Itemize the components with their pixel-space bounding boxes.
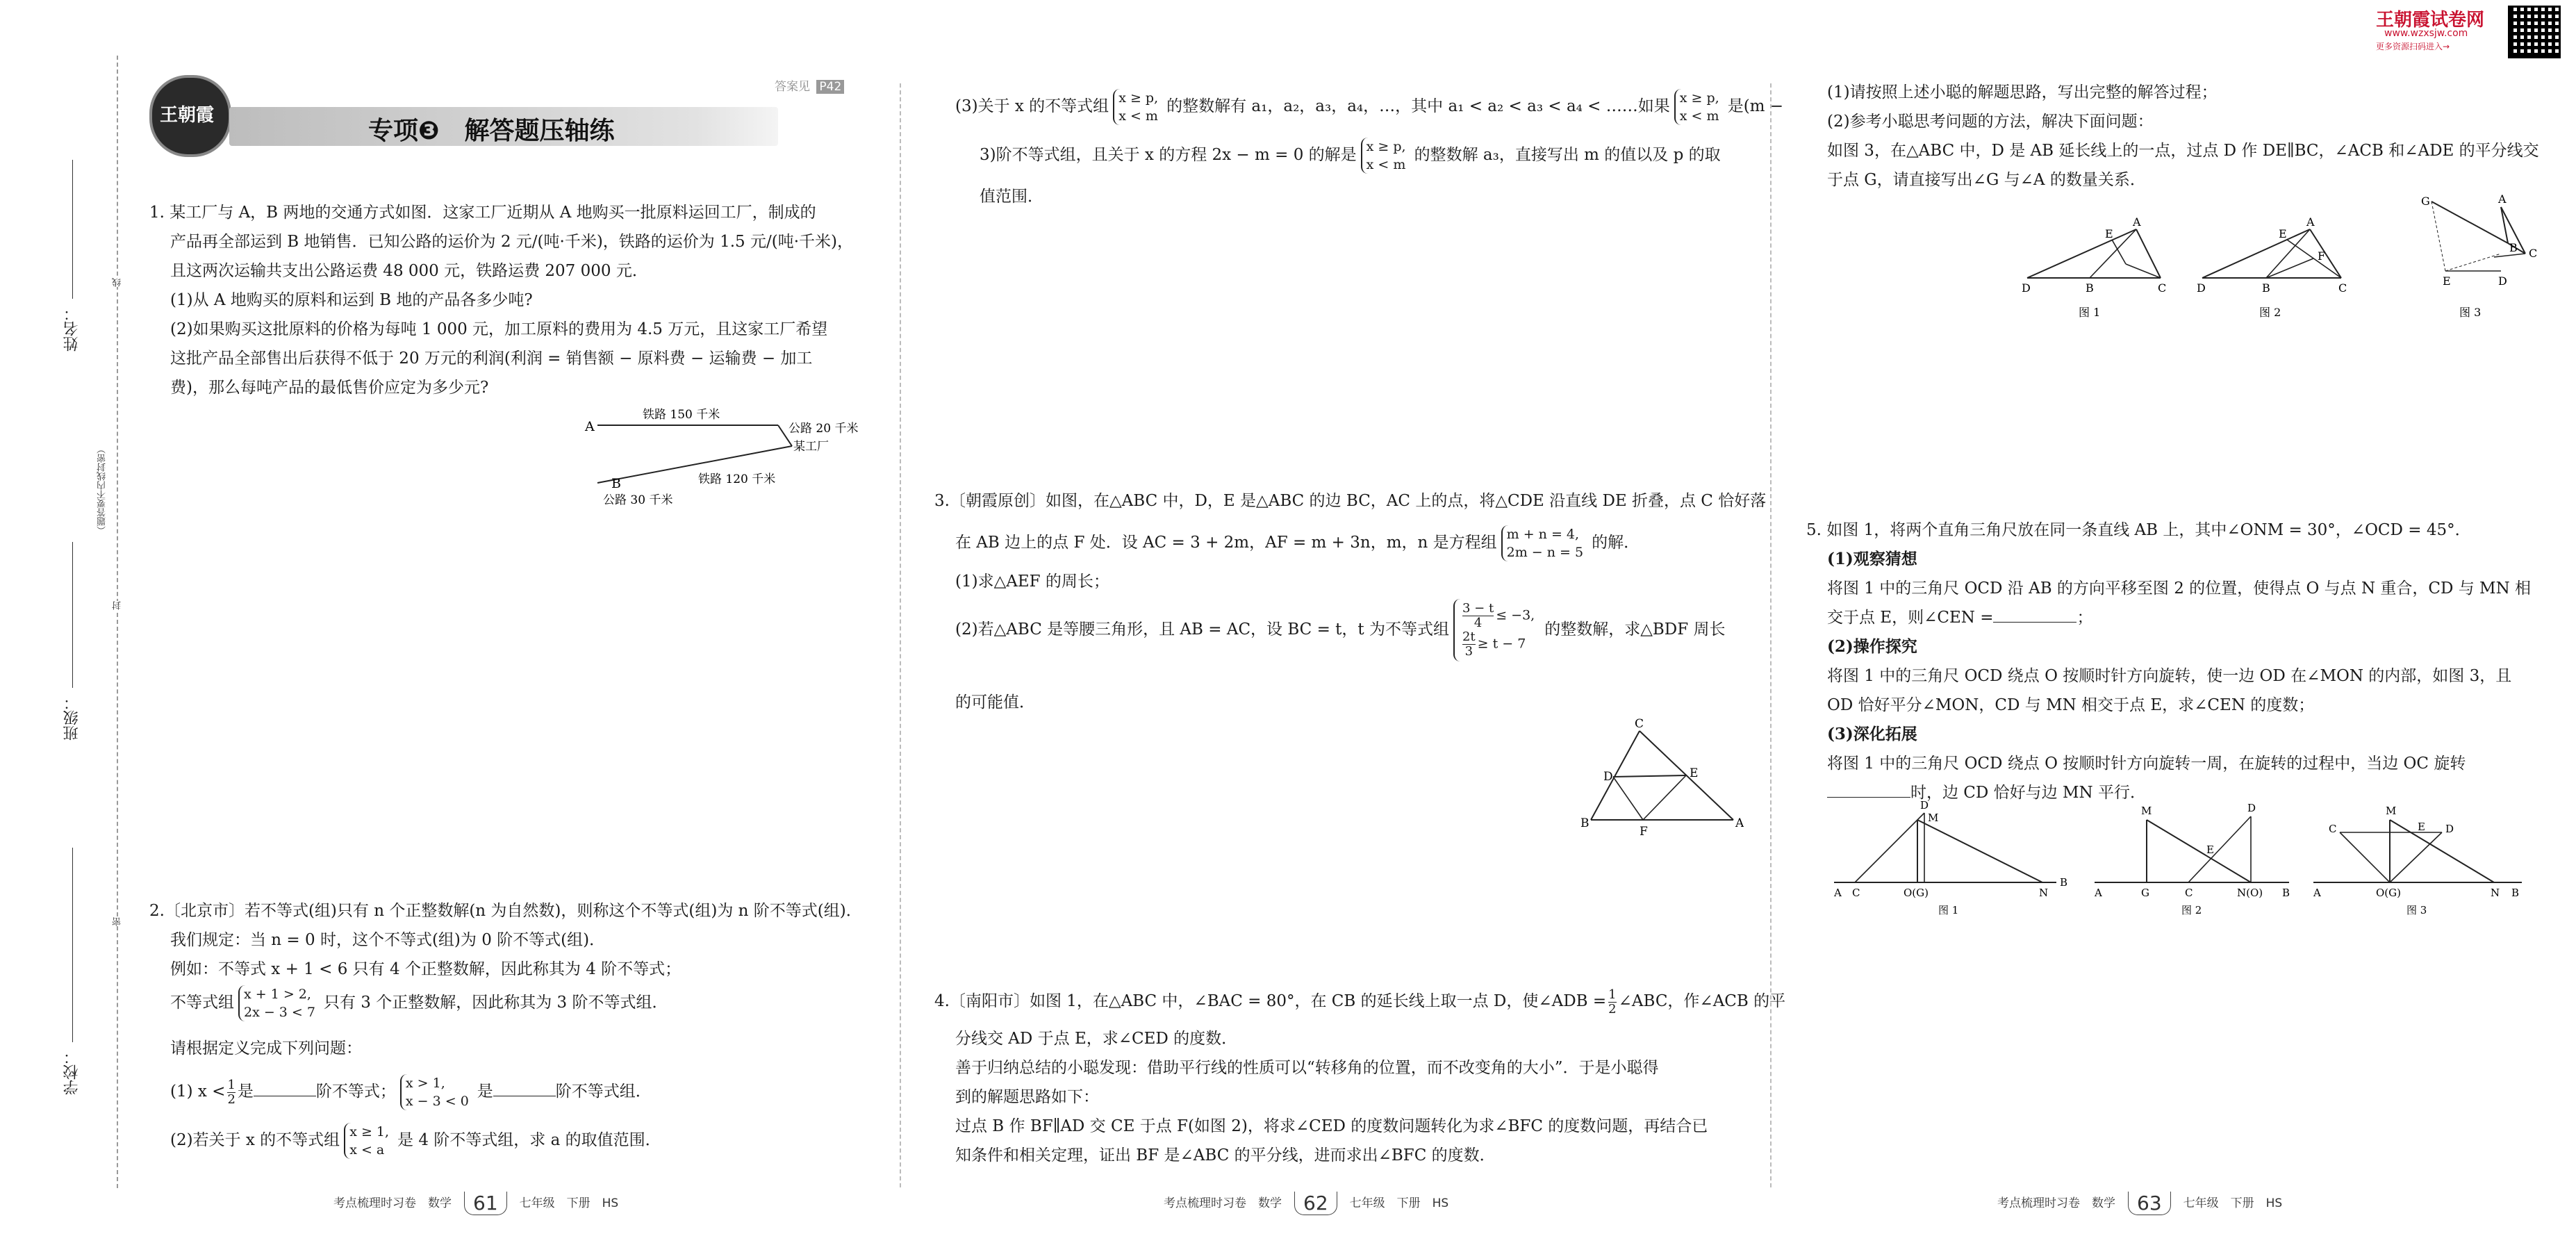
- q2-line5: 请根据定义完成下列问题：: [170, 1039, 362, 1057]
- q4-line4: 到的解题思路如下：: [955, 1088, 1099, 1106]
- q5-fig2-caption: 图 2: [2181, 904, 2202, 916]
- q3-line1: 3.〔朝霞原创〕如图，在△ABC 中，D，E 是△ABC 的边 BC，AC 上的点，将△CDE 沿直线 DE 折叠，点 C 恰好落: [934, 492, 1767, 510]
- q4-figure-3: [2421, 195, 2537, 319]
- q1-line3: 且这两次运输共支出公路运费 48 000 元，铁路运费 207 000 元．: [170, 262, 648, 280]
- q4-line5: 过点 B 作 BF∥AD 交 CE 于点 F(如图 2)，将求∠CED 的度数问题转化为求∠BFC 的度数问题，再结合已: [955, 1117, 1708, 1135]
- svg-text:E: E: [1690, 766, 1699, 780]
- svg-text:A: A: [2095, 887, 2102, 899]
- q3-frac2-den: 3: [1464, 644, 1473, 659]
- q4-half-fraction: [1608, 988, 1616, 1016]
- q2-sub2-b: 是 4 阶不等式组，求 a 的取值范围．: [397, 1131, 661, 1149]
- svg-text:F: F: [1640, 825, 1648, 839]
- q5-figures: [1827, 799, 2529, 917]
- q5-answer-blank-2[interactable]: [1827, 780, 1910, 798]
- q4-cont-2: (2)参考小聪思考问题的方法，解决下面问题：: [1827, 113, 2154, 131]
- q3-system: [1501, 525, 1587, 561]
- q2-sub1-a: (1) x <: [170, 1083, 226, 1101]
- q1-sub1: (1)从 A 地购买的原料和运到 B 地的产品各多少吨?: [170, 291, 533, 309]
- svg-text:C: C: [2529, 247, 2538, 260]
- q3-sub2-cont: 的可能值．: [955, 693, 1035, 711]
- q2-sub1: [170, 1074, 652, 1110]
- q2-sub1-b: 是: [237, 1083, 254, 1101]
- svg-text:D: D: [2197, 281, 2206, 295]
- svg-text:A: A: [2498, 195, 2507, 206]
- svg-text:A: A: [2306, 215, 2315, 229]
- class-label: 班级：: [63, 695, 81, 741]
- frac-den: 2: [227, 1092, 236, 1107]
- q1-line1: 1. 某工厂与 A，B 两地的交通方式如图．这家工厂近期从 A 地购买一批原料运回工厂，制成的: [149, 204, 816, 222]
- q3-ineq-2: ≥ t − 7: [1477, 636, 1526, 652]
- q1-sub2-line1: (2)如果购买这批原料的价格为每吨 1 000 元，加工原料的费用为 4.5 万元，且这家工厂希望: [170, 320, 828, 338]
- footer-page-63: [1997, 1192, 2282, 1215]
- q3-inequality-system: [1453, 599, 1540, 661]
- q2-sys3-row1: x ≥ 1,: [349, 1124, 390, 1139]
- svg-text:B: B: [1580, 816, 1590, 830]
- fig2-caption: 图 2: [2259, 306, 2281, 319]
- q3-frac-1: [1462, 602, 1494, 630]
- svg-text:A: A: [1735, 816, 1744, 830]
- brand-slogan: 更多资源扫码进入→: [2376, 42, 2450, 51]
- q4-figure-1: [2022, 215, 2166, 319]
- q2-sub2: [170, 1123, 661, 1159]
- class-field-line[interactable]: [72, 542, 73, 688]
- q3-sys-row1: m + n = 4,: [1506, 527, 1580, 542]
- fig-rail-150: 铁路 150 千米: [643, 408, 720, 422]
- svg-text:C: C: [2338, 281, 2347, 295]
- footer-page-61: [333, 1192, 618, 1215]
- q5-line3-b: ；: [2077, 609, 2093, 627]
- q2-sub2-a: (2)若关于 x 的不等式组: [170, 1131, 340, 1149]
- footer-book-61: 考点梳理时习卷 数学: [333, 1196, 452, 1210]
- q2-3-e: 的整数解 a₃，直接写出 m 的值以及 p 的取: [1414, 146, 1721, 164]
- svg-text:A: A: [2133, 215, 2141, 229]
- q5-line6: 将图 1 中的三角尺 OCD 绕点 O 按顺时针方向旋转一周，在旋转的过程中，当边 OC 旋转: [1827, 755, 2466, 773]
- q3-sys-row2: 2m − n = 5: [1506, 545, 1584, 560]
- fig-road-20: 公路 20 千米: [789, 422, 859, 436]
- q3-line2: [955, 525, 1640, 561]
- footer-book-62: 考点梳理时习卷 数学: [1164, 1196, 1282, 1210]
- svg-text:C: C: [2158, 281, 2167, 295]
- q4-line1-b: ∠ABC，作∠ACB 的平: [1618, 992, 1786, 1010]
- q4-cont-1: (1)请按照上述小聪的解题思路，写出完整的解答过程；: [1827, 83, 2218, 101]
- q2-3-b: 的整数解有 a₁，a₂，a₃，a₄，…，其中 a₁ < a₂ < a₃ < a₄ < ……如果: [1166, 97, 1670, 115]
- svg-text:D: D: [2022, 281, 2031, 295]
- q3-frac-2: [1462, 630, 1476, 659]
- q3-sub2-b: 的整数解，求△BDF 周长: [1544, 620, 1726, 639]
- q3-frac2-num: 2t: [1462, 629, 1476, 644]
- q4-line2: 分线交 AD 于点 E，求∠CED 的度数．: [955, 1030, 1238, 1048]
- answer-ref-label: 答案见: [775, 80, 810, 94]
- q4-cont-4: 于点 G，请直接写出∠G 与∠A 的数量关系．: [1827, 171, 2146, 189]
- q2-sys1-row2: 2x − 3 < 7: [244, 1005, 315, 1020]
- svg-text:C: C: [1635, 717, 1644, 731]
- svg-text:E: E: [2105, 227, 2113, 240]
- q2-3-system-2: [1674, 89, 1724, 125]
- binding-dashed-line: [117, 56, 118, 1188]
- q4-line1: [934, 987, 1785, 1016]
- q2-line2: 我们规定：当 n = 0 时，这个不等式(组)为 0 阶不等式(组)．: [170, 931, 606, 949]
- q3-line2-a: 在 AB 边上的点 F 处．设 AC = 3 + 2m，AF = m + 3n，m，n 是方程组: [955, 534, 1497, 552]
- q2-3-sys3-row1: x ≥ p,: [1366, 139, 1406, 154]
- q2-3-line2: [980, 138, 1721, 174]
- school-label: 学校：: [63, 1049, 81, 1095]
- svg-text:A: A: [2313, 887, 2321, 899]
- q3-ineq-1: ≤ −3,: [1496, 607, 1535, 623]
- q2-line1: 2.〔北京市〕若不等式(组)只有 n 个正整数解(n 为自然数)，则称这个不等式(组)为 n 阶不等式(组)．: [149, 902, 862, 920]
- q5-heading-2: (2)操作探究: [1827, 637, 1917, 656]
- q4-line3: 善于归纳总结的小聪发现：借助平行线的性质可以“转移角的位置，而不改变角的大小”．于是小聪得: [955, 1059, 1659, 1077]
- page-number-62: 62: [1294, 1192, 1337, 1215]
- q2-3-system-3: [1361, 138, 1410, 174]
- q2-half-fraction: [227, 1078, 235, 1107]
- q1-sub2-line2: 这批产品全部售出后获得不低于 20 万元的利润(利润 = 销售额 − 原料费 − 运输费 − 加工: [170, 349, 813, 368]
- q3-line2-b: 的解．: [1592, 534, 1640, 552]
- q2-3-sys2-row2: x < m: [1679, 108, 1719, 124]
- q5-line1: 5. 如图 1，将两个直角三角尺放在同一条直线 AB 上，其中∠ONM = 30°，∠OCD = 45°．: [1806, 521, 2471, 539]
- column-divider-2: [1770, 83, 1772, 1187]
- seal-char-bot: 密: [113, 917, 123, 926]
- logo-text: 王朝霞: [160, 105, 215, 126]
- svg-text:N: N: [2491, 887, 2500, 899]
- column-divider-1: [900, 83, 901, 1187]
- brand-name: 王朝霞试卷网: [2376, 10, 2485, 31]
- q2-3-line3: 值范围．: [980, 188, 1043, 206]
- q2-answer-blank-1[interactable]: [254, 1079, 316, 1096]
- q2-sub1-d: 是: [477, 1083, 493, 1101]
- svg-text:B: B: [2511, 887, 2520, 899]
- q3-frac1-den: 4: [1473, 616, 1483, 630]
- q2-3-d: 3)阶不等式组，且关于 x 的方程 2x − m = 0 的解是: [980, 146, 1357, 164]
- svg-text:G: G: [2421, 195, 2430, 208]
- fig-factory: 某工厂: [793, 440, 829, 454]
- svg-text:E: E: [2206, 843, 2214, 856]
- q5-line4: 将图 1 中的三角尺 OCD 绕点 O 按顺时针方向旋转，使一边 OD 在∠MON 的内部，如图 3，且: [1827, 667, 2512, 685]
- svg-text:E: E: [2279, 227, 2287, 240]
- svg-text:D: D: [2498, 274, 2507, 288]
- seal-char-mid: 封: [113, 601, 123, 610]
- svg-text:C: C: [2329, 823, 2337, 835]
- svg-text:F: F: [2318, 249, 2326, 263]
- svg-text:N: N: [2039, 887, 2049, 899]
- q5-figure-2: [2094, 802, 2290, 916]
- svg-text:B: B: [2086, 281, 2094, 295]
- q2-line4: [170, 985, 668, 1021]
- svg-text:D: D: [2445, 823, 2454, 835]
- q2-3-sys2-row1: x ≥ p,: [1679, 90, 1719, 106]
- fig-rail-120: 铁路 120 千米: [698, 472, 776, 486]
- q2-system-2: [400, 1074, 473, 1110]
- q1-sub2-line3: 费)，那么每吨产品的最低售价应定为多少元?: [170, 379, 489, 397]
- q4-figures: [2015, 195, 2557, 327]
- svg-text:C: C: [2185, 887, 2193, 899]
- q5-fig3-caption: 图 3: [2406, 904, 2427, 916]
- q2-3-system-1: [1113, 89, 1162, 125]
- fig1-caption: 图 1: [2079, 306, 2101, 319]
- svg-text:E: E: [2443, 274, 2451, 288]
- qr-code-icon[interactable]: [2508, 6, 2561, 58]
- footer-grade-61: 七年级 下册 HS: [519, 1196, 619, 1210]
- svg-text:B: B: [2262, 281, 2270, 295]
- topic-title: 专项❸ 解答题压轴练: [368, 117, 615, 145]
- svg-text:D: D: [1603, 770, 1613, 784]
- fig3-caption: 图 3: [2459, 306, 2482, 319]
- q2-3-sys1-row1: x ≥ p,: [1118, 90, 1159, 106]
- frac-num: 1: [227, 1077, 236, 1092]
- brand-url: www.wzxsjw.com: [2384, 28, 2468, 39]
- q5-answer-blank-1[interactable]: [1993, 605, 2077, 623]
- q3-fold-figure: [1577, 716, 1744, 841]
- fig-label-a: A: [585, 419, 595, 434]
- svg-text:N(O): N(O): [2237, 887, 2263, 899]
- q4-line6: 知条件和相关定理，证出 BF 是∠ABC 的平分线，进而求出∠BFC 的度数．: [955, 1146, 1496, 1164]
- page-number-63: 63: [2128, 1192, 2171, 1215]
- svg-text:E: E: [2418, 821, 2425, 833]
- footer-grade-63: 七年级 下册 HS: [2183, 1196, 2283, 1210]
- fig-road-30: 公路 30 千米: [603, 493, 673, 507]
- q2-sys1-row1: x + 1 > 2,: [244, 987, 311, 1002]
- q2-3-sys1-row2: x < m: [1118, 108, 1158, 124]
- q2-sys2-row1: x > 1,: [405, 1076, 445, 1091]
- q5-line7-text: 时，边 CD 恰好与边 MN 平行．: [1910, 784, 2146, 802]
- svg-text:O(G): O(G): [1904, 887, 1929, 899]
- q2-answer-blank-2[interactable]: [493, 1079, 556, 1096]
- q2-line4-a: 不等式组: [170, 994, 234, 1012]
- q5-line2: 将图 1 中的三角尺 OCD 沿 AB 的方向平移至图 2 的位置，使得点 O 与点 N 重合，CD 与 MN 相: [1827, 579, 2532, 598]
- page-number-61: 61: [464, 1192, 507, 1215]
- footer-page-62: [1164, 1192, 1448, 1215]
- q2-3-line1: [955, 89, 1783, 125]
- q2-line3: 例如：不等式 x + 1 < 6 只有 4 个正整数解，因此称其为 4 阶不等式；: [170, 960, 682, 978]
- svg-text:B: B: [2509, 241, 2518, 254]
- seal-char-top: 线: [113, 278, 123, 287]
- q2-system-1: [238, 985, 320, 1021]
- q4-cont-3: 如图 3，在△ABC 中，D 是 AB 延长线上的一点，过点 D 作 DE∥BC，∠ACB 和∠ADE 的平分线交: [1827, 142, 2539, 160]
- name-label: 姓名：: [63, 306, 81, 352]
- q3-sub2: [955, 599, 1726, 661]
- q2-line4-b: 只有 3 个正整数解，因此称其为 3 阶不等式组．: [323, 994, 668, 1012]
- q5-fig1-caption: 图 1: [1938, 904, 1959, 916]
- svg-text:A: A: [1834, 887, 1842, 899]
- q2-sub1-e: 阶不等式组．: [555, 1083, 652, 1101]
- svg-text:C: C: [1852, 887, 1860, 899]
- q3-frac1-num: 3 − t: [1462, 601, 1494, 616]
- q2-sub1-c: 阶不等式；: [315, 1083, 396, 1101]
- svg-text:D: D: [1920, 799, 1929, 812]
- q2-3-c: 是(m −: [1727, 97, 1784, 115]
- q5-line3: [1827, 603, 2092, 632]
- q2-3-a: (3)关于 x 的不等式组: [955, 97, 1109, 115]
- q4-frac-den: 2: [1608, 1001, 1617, 1016]
- q5-figure-1: [1833, 799, 2067, 916]
- q2-sys2-row2: x − 3 < 0: [405, 1094, 469, 1109]
- q5-heading-1: (1)观察猜想: [1827, 550, 1917, 568]
- q4-figure-2: [2197, 215, 2347, 319]
- q1-line2: 产品再全部运到 B 地销售．已知公路的运价为 2 元/(吨·千米)，铁路的运价为 1.5 元/(吨·千米)，: [170, 233, 853, 251]
- svg-text:M: M: [2141, 805, 2152, 817]
- fig-label-b: B: [611, 476, 621, 491]
- q5-figure-3: [2313, 805, 2522, 916]
- answer-ref: [775, 76, 844, 94]
- q4-frac-num: 1: [1608, 987, 1617, 1002]
- q2-system-3: [344, 1123, 393, 1159]
- name-field-line[interactable]: [72, 160, 73, 299]
- seal-note: （题答要不内线封密）: [97, 445, 108, 535]
- q1-transport-figure: [577, 403, 882, 514]
- q5-line3-a: 交于点 E，则∠CEN =: [1827, 609, 1994, 627]
- q2-sys3-row2: x < a: [349, 1142, 385, 1158]
- svg-text:D: D: [2247, 802, 2256, 814]
- svg-text:M: M: [1928, 812, 1939, 824]
- q4-line1-a: 4.〔南阳市〕如图 1，在△ABC 中，∠BAC = 80°，在 CB 的延长线上取一点 D，使∠ADB =: [934, 992, 1607, 1010]
- svg-text:M: M: [2386, 805, 2397, 817]
- q3-sub1: (1)求△AEF 的周长；: [955, 573, 1109, 591]
- svg-text:G: G: [2141, 887, 2149, 899]
- answer-ref-page: P42: [816, 80, 844, 94]
- svg-text:O(G): O(G): [2376, 887, 2401, 899]
- svg-text:B: B: [2282, 887, 2290, 899]
- school-field-line[interactable]: [72, 848, 73, 1042]
- q5-line5: OD 恰好平分∠MON，CD 与 MN 相交于点 E，求∠CEN 的度数；: [1827, 696, 2315, 714]
- footer-book-63: 考点梳理时习卷 数学: [1997, 1196, 2115, 1210]
- q5-heading-3: (3)深化拓展: [1827, 725, 1917, 743]
- q3-sub2-a: (2)若△ABC 是等腰三角形，且 AB = AC，设 BC = t，t 为不等式组: [955, 620, 1449, 639]
- footer-grade-62: 七年级 下册 HS: [1349, 1196, 1449, 1210]
- q2-3-sys3-row2: x < m: [1366, 157, 1406, 172]
- svg-text:B: B: [2060, 876, 2068, 889]
